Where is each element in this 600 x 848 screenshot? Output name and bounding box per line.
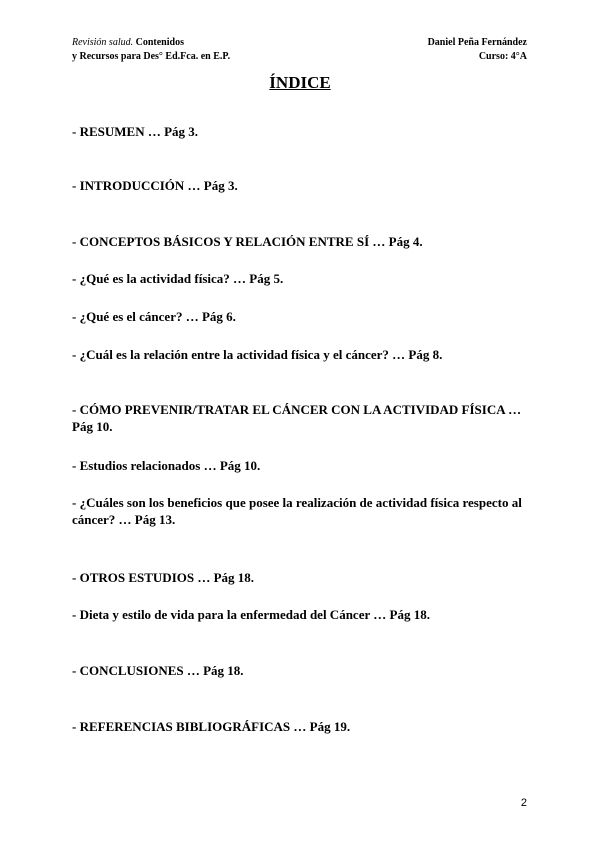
page-title-text: ÍNDICE xyxy=(269,73,331,92)
header-left xyxy=(72,36,230,64)
page-title xyxy=(0,73,600,93)
toc-item-actividad-fisica: - ¿Qué es la actividad física? … Pág 5. xyxy=(72,271,284,286)
page-number: 2 xyxy=(520,797,527,809)
header-course-name: y Recursos para Des° Ed.Fca. en E.P. xyxy=(72,51,231,62)
header-author: Daniel Peña Fernández xyxy=(427,37,527,48)
toc-item-prevenir: - CÓMO PREVENIR/TRATAR EL CÁNCER CON LA ACTIVIDAD FÍSICA … Pág 10. xyxy=(72,402,522,434)
header-course: Curso: 4°A xyxy=(478,51,527,62)
header-right xyxy=(428,36,527,64)
header-subject-bold: Contenidos xyxy=(135,37,184,48)
toc-item-estudios-relacionados: - Estudios relacionados … Pág 10. xyxy=(72,458,261,473)
toc-item-conceptos: - CONCEPTOS BÁSICOS Y RELACIÓN ENTRE SÍ … Pág 4. xyxy=(72,234,423,249)
toc-item-referencias: - REFERENCIAS BIBLIOGRÁFICAS … Pág 19. xyxy=(72,719,351,734)
header-subject: Revisión salud. xyxy=(72,37,134,48)
toc-item-beneficios: - ¿Cuáles son los beneficios que posee la realización de actividad física respecto al cáncer? … Pág 13. xyxy=(72,495,522,527)
toc-item-resumen: - RESUMEN … Pág 3. xyxy=(72,124,199,139)
toc-item-dieta: - Dieta y estilo de vida para la enfermedad del Cáncer … Pág 18. xyxy=(72,607,430,622)
toc-item-conclusiones: - CONCLUSIONES … Pág 18. xyxy=(72,663,244,678)
toc-item-cancer: - ¿Qué es el cáncer? … Pág 6. xyxy=(72,309,236,324)
header-left-line1 xyxy=(72,36,230,50)
toc-item-otros-estudios: - OTROS ESTUDIOS … Pág 18. xyxy=(72,570,255,585)
toc-item-relacion: - ¿Cuál es la relación entre la actividad física y el cáncer? … Pág 8. xyxy=(72,347,443,362)
toc-item-introduccion: - INTRODUCCIÓN … Pág 3. xyxy=(72,178,238,193)
